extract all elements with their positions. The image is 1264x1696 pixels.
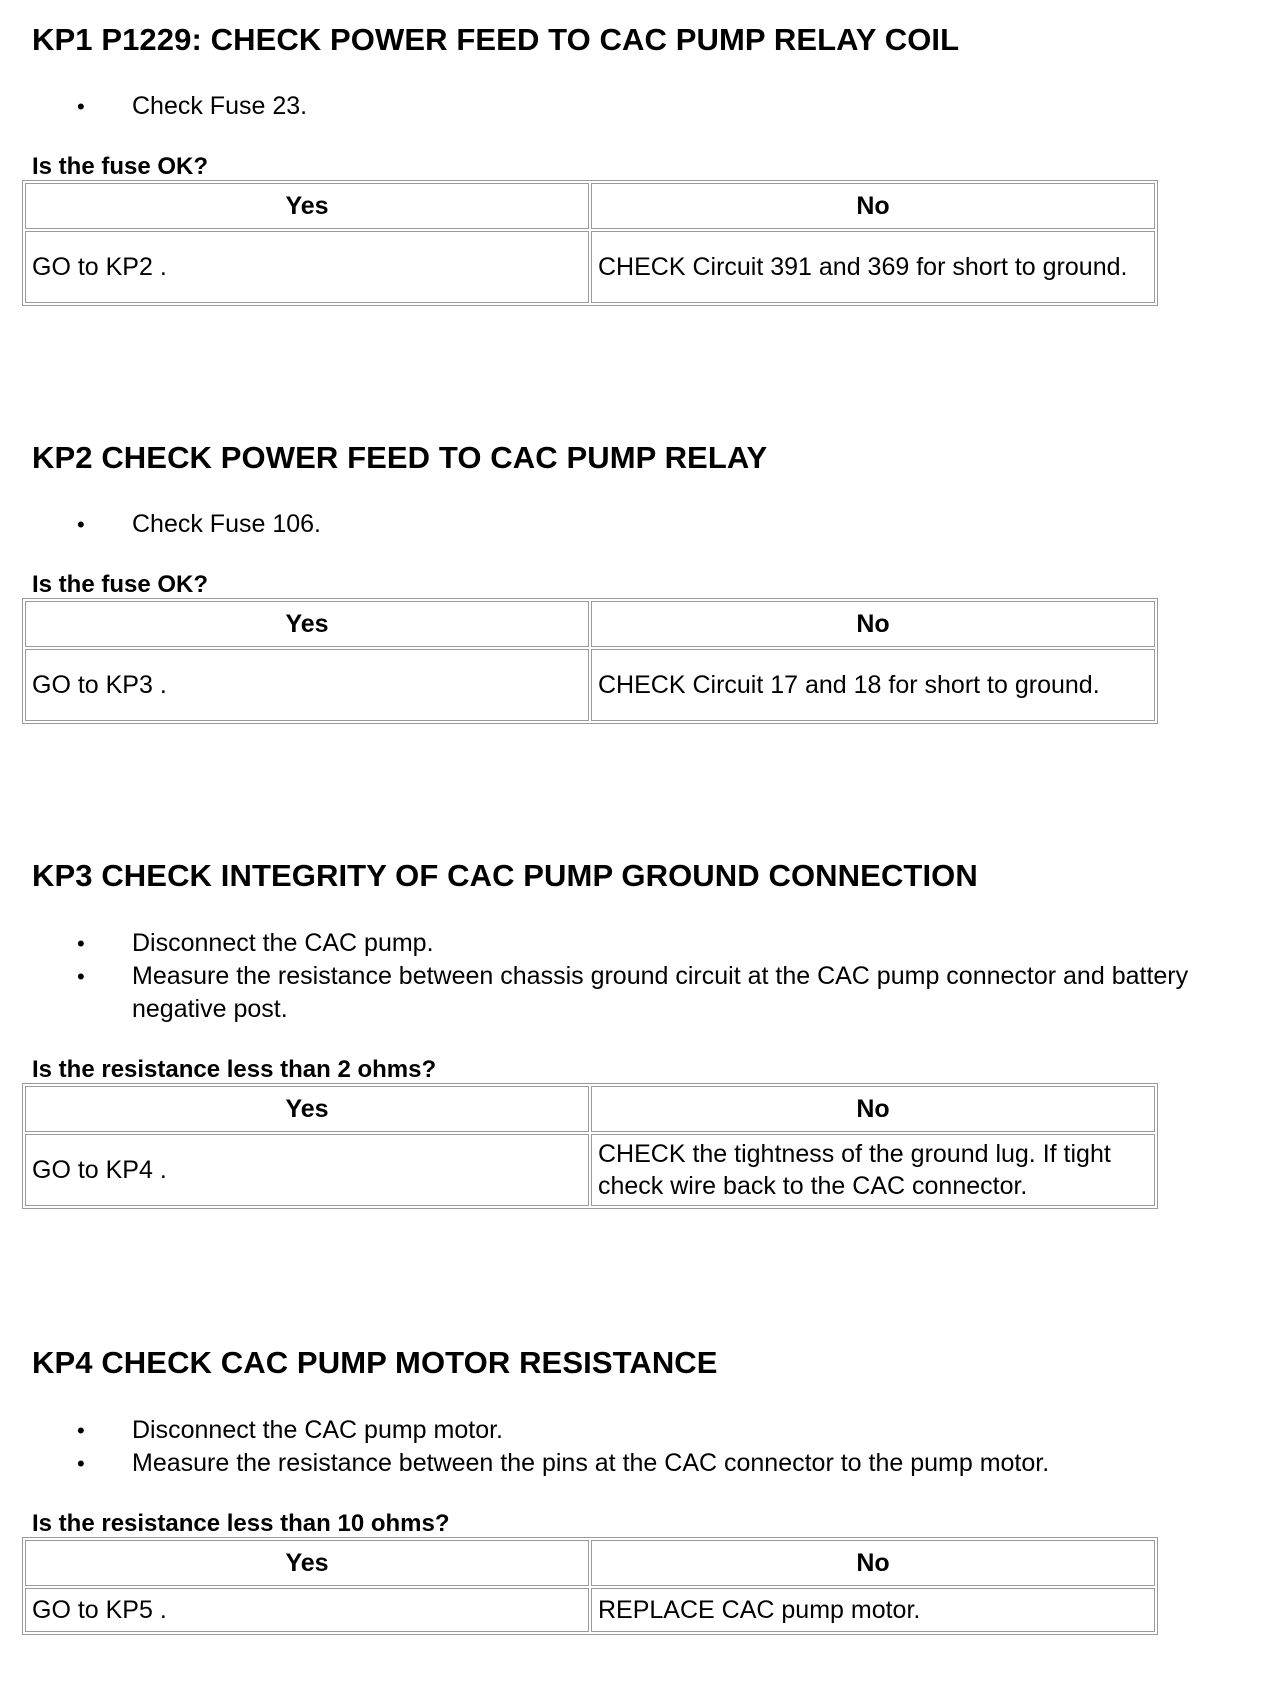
yes-action: GO to KP5 . [25,1588,589,1632]
table-row [25,649,1155,721]
no-header: No [591,601,1155,647]
step-list [22,927,1242,1026]
table-row [25,1588,1155,1632]
step-text: Disconnect the CAC pump motor. [132,1416,503,1444]
section-title: KP2 CHECK POWER FEED TO CAC PUMP RELAY [32,440,768,475]
step-text: Disconnect the CAC pump. [132,929,434,957]
yes-action: GO to KP4 . [25,1134,589,1206]
table-header-row [25,1540,1155,1586]
answer-table [22,1537,1158,1635]
table-row [25,1134,1155,1206]
yes-action: GO to KP2 . [25,231,589,303]
step-text: Measure the resistance between chassis ground circuit at the CAC pump connector and battery negative post. [132,962,1189,1023]
yes-header: Yes [25,183,589,229]
table-header-row [25,183,1155,229]
no-header: No [591,1540,1155,1586]
bullet-icon: • [77,94,85,119]
step-text: Check Fuse 23. [132,92,308,120]
step-item [22,90,1242,123]
section-title: KP3 CHECK INTEGRITY OF CAC PUMP GROUND CONNECTION [32,858,978,893]
section-kp2 [22,438,1242,724]
yes-header: Yes [25,601,589,647]
step-item [22,508,1242,541]
no-action: CHECK the tightness of the ground lug. If tight check wire back to the CAC connector. [591,1134,1155,1206]
question: Is the resistance less than 2 ohms? [32,1056,437,1083]
bullet-icon: • [77,1418,85,1443]
question: Is the fuse OK? [32,153,209,180]
step-item [22,1414,1242,1447]
section-title: KP1 P1229: CHECK POWER FEED TO CAC PUMP RELAY COIL [32,22,960,57]
step-list [22,90,1242,123]
step-item [22,927,1242,960]
no-header: No [591,183,1155,229]
no-header: No [591,1086,1155,1132]
yes-header: Yes [25,1086,589,1132]
no-action: CHECK Circuit 17 and 18 for short to ground. [591,649,1155,721]
question: Is the fuse OK? [32,571,209,598]
bullet-icon: • [77,964,85,989]
no-action: REPLACE CAC pump motor. [591,1588,1155,1632]
step-item [22,960,1242,1026]
answer-table [22,598,1158,724]
answer-table [22,180,1158,306]
bullet-icon: • [77,1451,85,1476]
step-list [22,508,1242,541]
yes-header: Yes [25,1540,589,1586]
section-kp3 [22,856,1242,1209]
table-header-row [25,601,1155,647]
section-kp4 [22,1343,1242,1635]
step-text: Check Fuse 106. [132,510,321,538]
table-header-row [25,1086,1155,1132]
step-text: Measure the resistance between the pins at the CAC connector to the pump motor. [132,1449,1050,1477]
bullet-icon: • [77,931,85,956]
section-title: KP4 CHECK CAC PUMP MOTOR RESISTANCE [32,1345,718,1380]
step-list [22,1414,1242,1480]
step-item [22,1447,1242,1480]
yes-action: GO to KP3 . [25,649,589,721]
section-kp1 [22,20,1242,306]
table-row [25,231,1155,303]
answer-table [22,1083,1158,1209]
no-action: CHECK Circuit 391 and 369 for short to ground. [591,231,1155,303]
bullet-icon: • [77,512,85,537]
question: Is the resistance less than 10 ohms? [32,1510,450,1537]
